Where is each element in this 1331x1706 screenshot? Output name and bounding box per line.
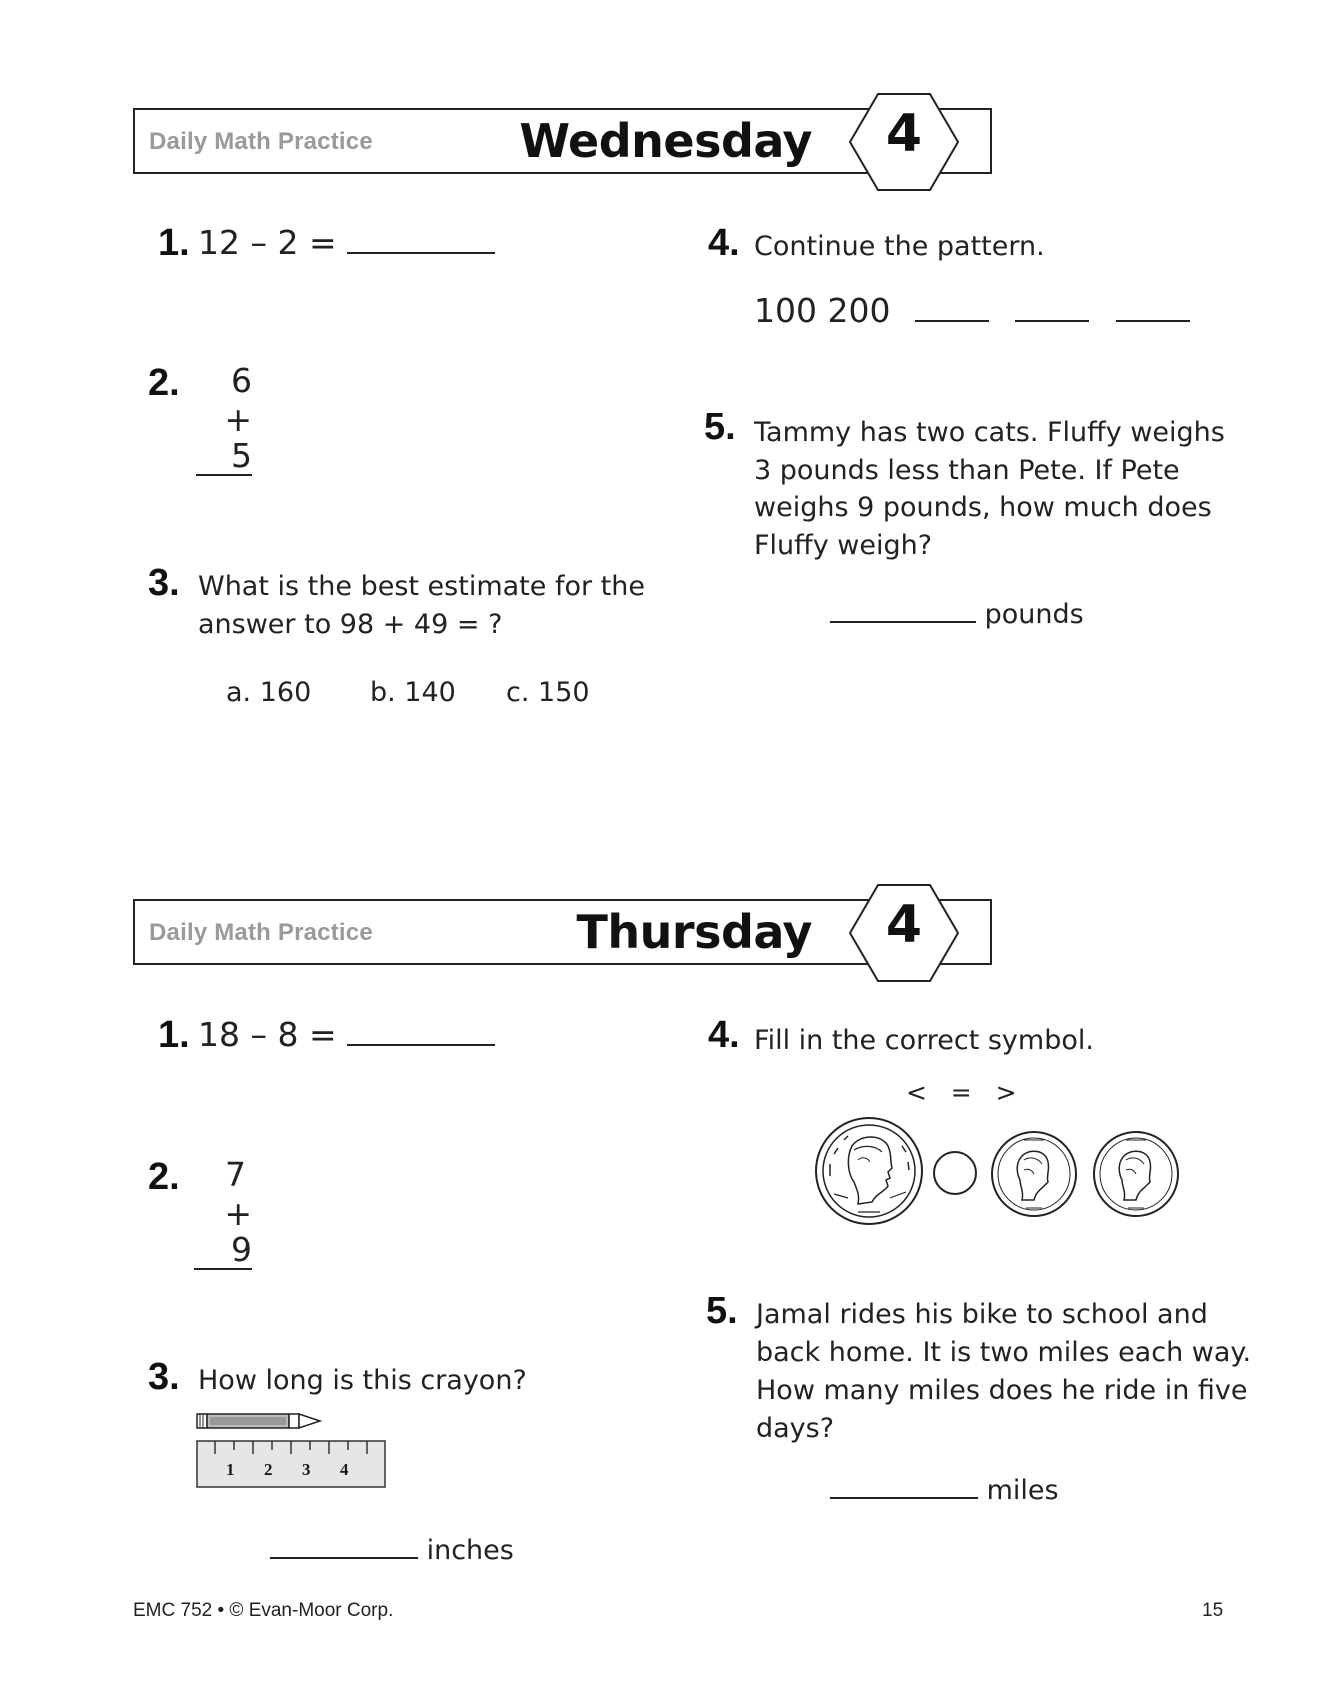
- unit-label: miles: [986, 1475, 1059, 1506]
- question-number: 3.: [148, 1356, 180, 1398]
- ruler: [196, 1440, 386, 1488]
- ruler-label: 2: [264, 1460, 273, 1479]
- question-5-line-3: weighs 9 pounds, how much does: [754, 492, 1212, 523]
- answer-row: [270, 1532, 514, 1570]
- question-5-line-3: How many miles does he ride in five: [756, 1375, 1248, 1406]
- question-number: 1.: [158, 1014, 190, 1056]
- question-number: 2.: [148, 1156, 180, 1198]
- expression: 12 – 2 =: [198, 223, 337, 262]
- answer-blank[interactable]: [347, 252, 495, 254]
- question-1: [198, 224, 495, 262]
- question-4-text: Continue the pattern.: [754, 231, 1045, 262]
- answer-circle[interactable]: [932, 1150, 978, 1200]
- question-5-line-2: back home. It is two miles each way.: [756, 1337, 1252, 1368]
- answer-row: [830, 596, 1084, 634]
- ruler-label: 4: [340, 1460, 349, 1479]
- quarter-coin-icon: [1092, 1130, 1180, 1222]
- footer-credit: EMC 752 • © Evan-Moor Corp.: [133, 1600, 394, 1621]
- question-number: 2.: [148, 362, 180, 404]
- day-title: Thursday: [576, 905, 812, 959]
- crayon-icon: [196, 1410, 332, 1436]
- addend-top: 7: [225, 1155, 246, 1194]
- question-3-line-1: What is the best estimate for the: [198, 571, 645, 602]
- week-number: 4: [885, 895, 923, 955]
- question-5-line-4: days?: [756, 1413, 835, 1444]
- question-5-line-4: Fluffy weigh?: [754, 530, 933, 561]
- question-3-line-2: answer to 98 + 49 = ?: [198, 609, 503, 640]
- pattern-blank[interactable]: [1015, 320, 1089, 322]
- question-4-text: Fill in the correct symbol.: [754, 1025, 1094, 1056]
- day-title: Wednesday: [519, 114, 812, 168]
- question-number: 5.: [706, 1290, 738, 1332]
- question-1: [198, 1016, 495, 1054]
- expression: 18 – 8 =: [198, 1015, 337, 1054]
- question-5-line-2: 3 pounds less than Pete. If Pete: [754, 455, 1180, 486]
- choice-b[interactable]: b. 140: [370, 677, 456, 708]
- ruler-label: 3: [302, 1460, 311, 1479]
- question-number: 1.: [158, 222, 190, 264]
- unit-label: inches: [426, 1535, 514, 1566]
- brand-label: Daily Math Practice: [149, 128, 373, 155]
- wednesday-header: [133, 104, 992, 174]
- question-number: 3.: [148, 562, 180, 604]
- addend-top: 6: [231, 361, 252, 400]
- unit-label: pounds: [984, 599, 1084, 630]
- answer-blank[interactable]: [830, 1497, 978, 1499]
- question-5-line-1: Jamal rides his bike to school and: [756, 1299, 1208, 1330]
- question-number: 4.: [708, 1014, 740, 1056]
- choice-a[interactable]: a. 160: [226, 677, 312, 708]
- pattern-blank[interactable]: [915, 320, 989, 322]
- pattern-blank[interactable]: [1116, 320, 1190, 322]
- hexagon-badge: [848, 92, 960, 192]
- addend-bottom: + 5: [196, 402, 252, 476]
- question-number: 4.: [708, 222, 740, 264]
- addend-bottom: + 9: [194, 1196, 252, 1270]
- question-number: 5.: [704, 406, 736, 448]
- brand-label: Daily Math Practice: [149, 919, 373, 946]
- pattern-row: [754, 292, 1190, 330]
- choice-c[interactable]: c. 150: [506, 677, 590, 708]
- answer-row: [830, 1472, 1059, 1510]
- quarter-coin-icon: [990, 1130, 1078, 1222]
- half-dollar-coin-icon: [814, 1116, 924, 1230]
- answer-blank[interactable]: [830, 621, 976, 623]
- ruler-label: 1: [226, 1460, 235, 1479]
- answer-blank[interactable]: [347, 1044, 495, 1046]
- answer-blank[interactable]: [270, 1557, 418, 1559]
- thursday-header: [133, 895, 992, 965]
- question-3-text: How long is this crayon?: [198, 1365, 527, 1396]
- pattern-values: 100 200: [754, 291, 891, 330]
- symbol-choices: < = >: [906, 1078, 1017, 1107]
- question-5-line-1: Tammy has two cats. Fluffy weighs: [754, 417, 1225, 448]
- hexagon-badge: [848, 883, 960, 983]
- page-number: 15: [1202, 1600, 1224, 1621]
- week-number: 4: [885, 104, 923, 164]
